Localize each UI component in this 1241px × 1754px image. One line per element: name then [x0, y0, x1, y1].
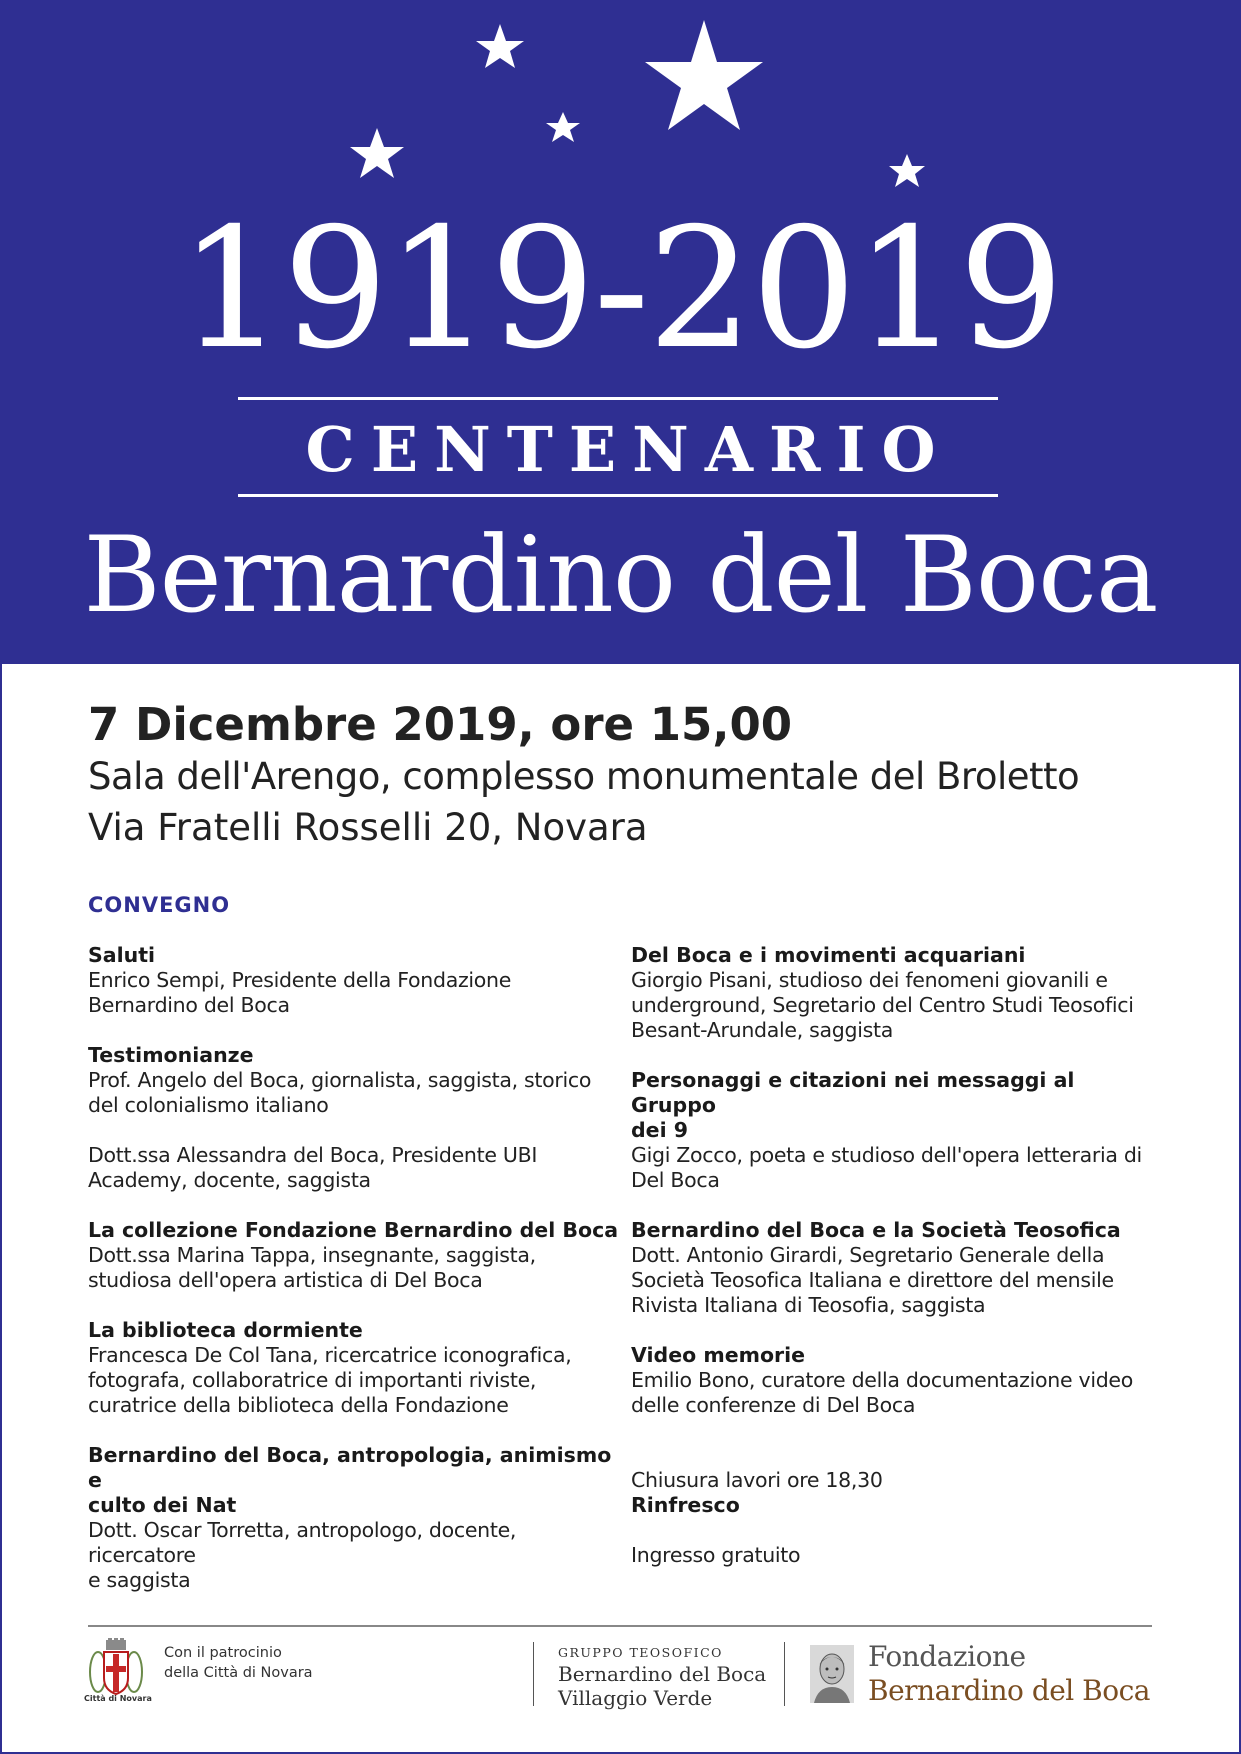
- gruppo-name: Bernardino del Boca: [558, 1662, 767, 1686]
- footer-separator: [784, 1642, 785, 1706]
- program-item-title: dei 9: [631, 1118, 689, 1142]
- program-item-line: Giorgio Pisani, studioso dei fenomeni giovanili e: [631, 968, 1108, 992]
- fondazione-name: Bernardino del Boca: [868, 1674, 1150, 1707]
- program-item-line: Dott. Oscar Torretta, antropologo, docente, ricercatore: [88, 1518, 517, 1567]
- program-item-line: studiosa dell'opera artistica di Del Boca: [88, 1268, 483, 1292]
- program-item-line: Besant-Arundale, saggista: [631, 1018, 893, 1042]
- program-item-line: Dott.ssa Marina Tappa, insegnante, saggista,: [88, 1243, 536, 1267]
- program-item-title: Bernardino del Boca e la Società Teosofica: [631, 1218, 1121, 1242]
- free-entry: Ingresso gratuito: [631, 1543, 801, 1567]
- program-item-title: Personaggi e citazioni nei messaggi al Gruppo: [631, 1068, 1075, 1117]
- program-item-line: Emilio Bono, curatore della documentazione video: [631, 1368, 1133, 1392]
- patronage-note: [164, 1643, 313, 1683]
- event-address: Via Fratelli Rosselli 20, Novara: [88, 806, 648, 849]
- program-item-line: Francesca De Col Tana, ricercatrice iconografica,: [88, 1343, 572, 1367]
- program-item-title: La collezione Fondazione Bernardino del Boca: [88, 1218, 619, 1242]
- year-range: 1919-2019: [178, 193, 1062, 386]
- closing-block: [631, 1468, 1151, 1518]
- fondazione-logo: [868, 1640, 1150, 1708]
- program-item: [88, 1043, 628, 1118]
- stars-decoration: [0, 0, 1241, 220]
- header-banner: [0, 0, 1241, 664]
- program-item: [88, 943, 628, 1018]
- event-venue: Sala dell'Arengo, complesso monumentale del Broletto: [88, 755, 1080, 798]
- program-item: [88, 1318, 628, 1418]
- star-icon: [889, 154, 925, 187]
- program-item-line: underground, Segretario del Centro Studi Teosofici: [631, 993, 1134, 1017]
- closing-time: Chiusura lavori ore 18,30: [631, 1468, 883, 1492]
- program-item: [631, 1343, 1151, 1418]
- program-column-left: [88, 943, 628, 1593]
- divider-bottom: [238, 494, 998, 497]
- program-item-line: Del Boca: [631, 1168, 720, 1192]
- program-item-line: Prof. Angelo del Boca, giornalista, saggista, storico: [88, 1068, 592, 1092]
- fondazione-word: Fondazione: [868, 1640, 1026, 1673]
- program-item-line: curatrice della biblioteca della Fondazione: [88, 1393, 509, 1417]
- star-icon: [476, 24, 524, 68]
- program-column-right: [631, 943, 1151, 1568]
- program-item: [88, 1218, 628, 1293]
- program-item-title: Bernardino del Boca, antropologia, animismo e: [88, 1443, 612, 1492]
- program-item-title: La biblioteca dormiente: [88, 1318, 363, 1342]
- program-item-line: Dott.ssa Alessandra del Boca, Presidente UBI: [88, 1143, 538, 1167]
- gruppo-teosofico-logo: [558, 1644, 766, 1710]
- centenario-heading: CENTENARIO: [305, 413, 952, 486]
- program-item-title: Saluti: [88, 943, 156, 967]
- section-label-convegno: CONVEGNO: [88, 893, 231, 917]
- footer-divider: [88, 1625, 1152, 1627]
- program-item-line: Società Teosofica Italiana e direttore del mensile: [631, 1268, 1114, 1292]
- program-item-title: culto dei Nat: [88, 1493, 237, 1517]
- patronage-line: della Città di Novara: [164, 1665, 313, 1681]
- program-item-title: Testimonianze: [88, 1043, 254, 1067]
- star-icon: [546, 112, 580, 142]
- program-item-title: Video memorie: [631, 1343, 806, 1367]
- honoree-name: Bernardino del Boca: [83, 514, 1158, 636]
- program-item-line: del colonialismo italiano: [88, 1093, 329, 1117]
- event-date-time: 7 Dicembre 2019, ore 15,00: [88, 698, 793, 751]
- star-icon: [350, 128, 404, 178]
- program-item-line: Enrico Sempi, Presidente della Fondazione: [88, 968, 512, 992]
- divider-top: [238, 397, 998, 400]
- program-item: [631, 1218, 1151, 1318]
- program-item: [88, 1443, 628, 1593]
- program-item-title: Del Boca e i movimenti acquariani: [631, 943, 1026, 967]
- star-icon: [645, 20, 763, 130]
- refreshment: Rinfresco: [631, 1493, 740, 1517]
- gruppo-kicker: GRUPPO TEOSOFICO: [558, 1645, 723, 1660]
- program-item-line: Gigi Zocco, poeta e studioso dell'opera letteraria di: [631, 1143, 1142, 1167]
- portrait-icon: [810, 1645, 854, 1703]
- program-item-line: Bernardino del Boca: [88, 993, 290, 1017]
- program-item: [88, 1143, 628, 1193]
- program-item: [631, 1068, 1151, 1193]
- program-item-line: e saggista: [88, 1568, 191, 1592]
- program-item-line: Dott. Antonio Girardi, Segretario Generale della: [631, 1243, 1105, 1267]
- program-item-line: Rivista Italiana di Teosofia, saggista: [631, 1293, 986, 1317]
- program-item-line: fotografa, collaboratrice di importanti riviste,: [88, 1368, 537, 1392]
- program-item-line: delle conferenze di Del Boca: [631, 1393, 916, 1417]
- program-item: [631, 943, 1151, 1043]
- coat-caption: Città di Novara: [84, 1694, 152, 1703]
- gruppo-subname: Villaggio Verde: [558, 1686, 713, 1710]
- patronage-line: Con il patrocinio: [164, 1645, 282, 1661]
- footer-separator: [533, 1642, 534, 1706]
- program-item-line: Academy, docente, saggista: [88, 1168, 371, 1192]
